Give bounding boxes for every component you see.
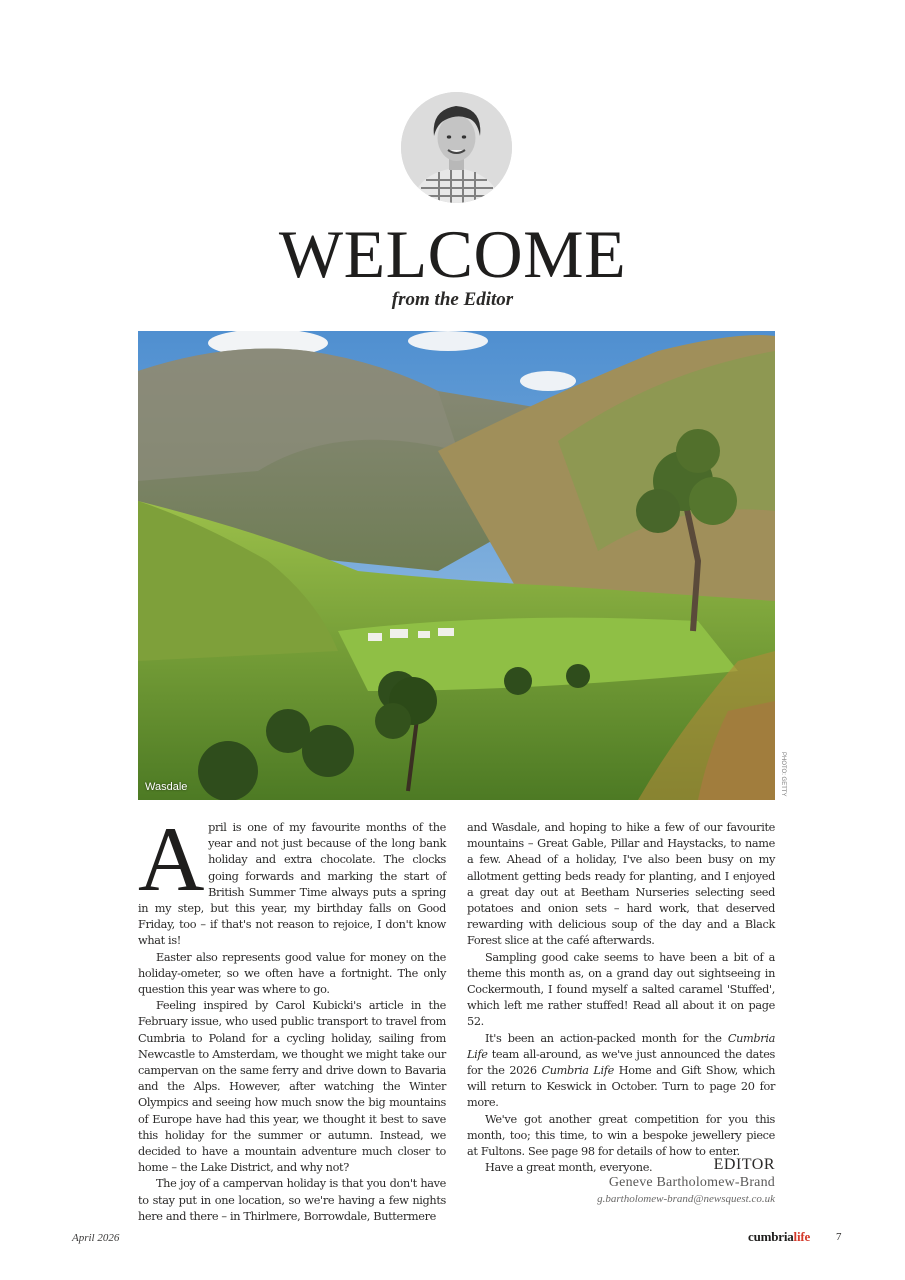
article-column-right <box>467 820 775 1176</box>
editor-avatar <box>401 92 512 203</box>
drop-cap: A <box>138 808 205 910</box>
signature-email[interactable]: g.bartholomew-brand@newsquest.co.uk <box>597 1193 775 1205</box>
article-paragraph: April is one of my favourite months of the year and not just because of the long bank holiday and extra chocolate. The clocks going forwards and marking the start of British Summer Time always puts a spring in my step, but this year, my birthday falls on Good Friday, too – if that's not reason to rejoice, I don't know what is! <box>138 808 446 948</box>
page-title: WELCOME <box>278 216 627 292</box>
footer-date: April 2026 <box>72 1232 120 1244</box>
article-paragraph: Easter also represents good value for money on the holiday-ometer, so we often have a fortnight. The only question this year was where to go. <box>138 950 446 997</box>
article-paragraph: The joy of a campervan holiday is that you don't have to stay put in one location, so we're having a few nights here and there – in Thirlmere, Borrowdale, Buttermere <box>138 1177 446 1223</box>
article-paragraph: and Wasdale, and hoping to hike a few of our favourite mountains – Great Gable, Pillar and Haystacks, to name a few. Ahead of a holiday, I've also been busy on my allotment getting beds ready for planting, and I enjoyed a great day out at Beetham Nurseries selecting seed potatoes and onion sets – hard work, that deserved rewarding with delicious soup of the day and a Black Forest slice at the café afterwards. <box>467 821 775 948</box>
editor-portrait-image <box>401 92 512 203</box>
page-number: 7 <box>836 1231 842 1243</box>
photo-credit: PHOTO: GETTY <box>780 752 786 797</box>
hero-photo <box>138 331 775 800</box>
article-paragraph: It's been an action-packed month for the Cumbria Life team all-around, as we've just announced the dates for the 2026 Cumbria Life Home and Gift Show, which will return to Keswick in October. Turn to page 20 for more. <box>467 1031 776 1110</box>
article-column-left <box>138 808 446 1225</box>
article-paragraph: Have a great month, everyone. <box>485 1161 653 1175</box>
signature-role: EDITOR <box>713 1156 775 1173</box>
footer-brand-logo: cumbrialife <box>748 1229 811 1244</box>
signature-name: Geneve Bartholomew-Brand <box>608 1175 775 1190</box>
landscape-image <box>138 331 775 800</box>
article-paragraph: Sampling good cake seems to have been a bit of a theme this month as, on a grand day out sightseeing in Cockermouth, I found myself a salted caramel 'Stuffed', which left me rather stuffed! Read all about it on page 52. <box>467 950 775 1029</box>
photo-caption: Wasdale <box>145 781 188 793</box>
article-paragraph: Feeling inspired by Carol Kubicki's article in the February issue, who used public transport to travel from Cumbria to Poland for a cycling holiday, sailing from Newcastle to Amsterdam, we thought we might take our campervan on the same ferry and drive down to Bavaria and the Alps. However, after watching the Winter Olympics and seeing how much snow the big mountains of Europe have had this year, we thought it best to save this holiday for the summer or autumn. Instead, we decided to have a mountain adventure much closer to home – the Lake District, and why not? <box>138 999 446 1175</box>
page-subtitle: from the Editor <box>391 289 514 310</box>
article-paragraph: We've got another great competition for you this month, too; this time, to win a bespoke jewellery piece at Fultons. See page 98 for details of how to enter. <box>467 1112 775 1159</box>
